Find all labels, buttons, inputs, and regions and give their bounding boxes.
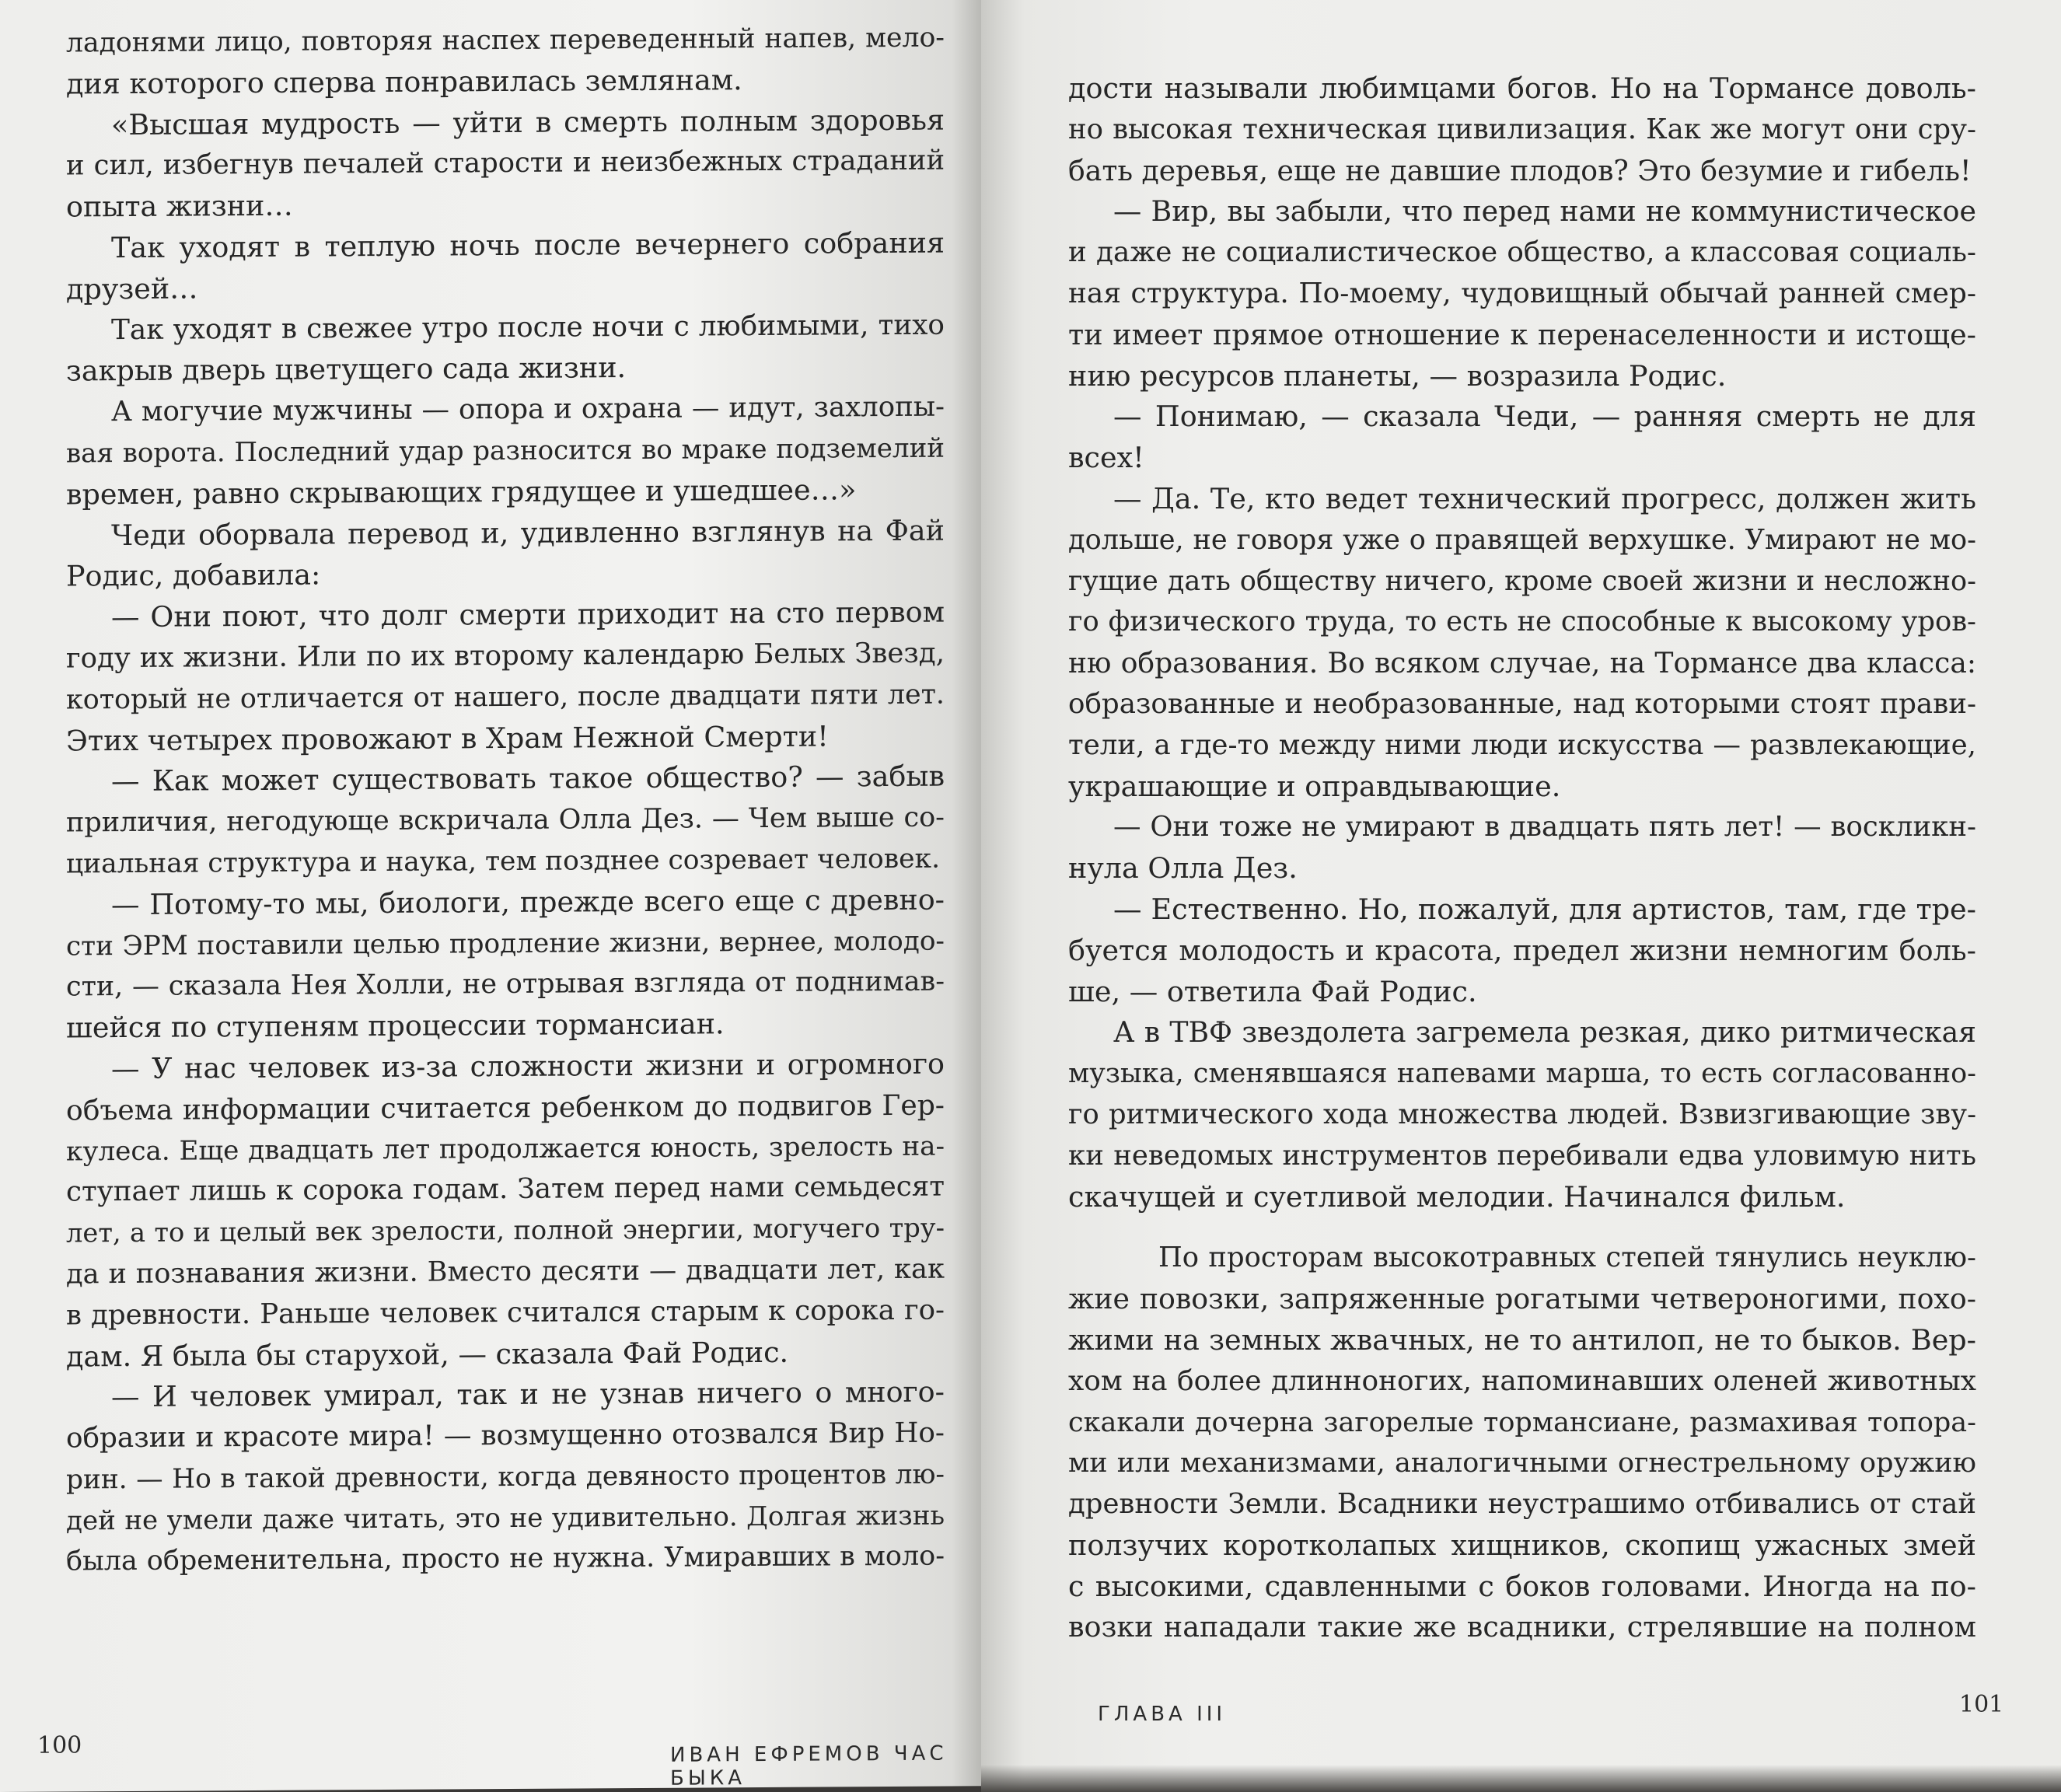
text-line: объема информации считается ребенком до подвигов Гер- (66, 1088, 945, 1127)
text-line: закрыв дверь цветущего сада жизни. (66, 351, 627, 388)
right-page-text (1068, 68, 1976, 1648)
text-line: да и познавания жизни. Вместо десяти — двадцати лет, как (66, 1252, 945, 1291)
text-line: бать деревья, еще не давшие плодов? Это безумие и гибель! (1068, 153, 1972, 187)
text-line: который не отличается от нашего, после двадцати пяти лет. (66, 679, 945, 716)
text-line: По просторам высокотравных степей тянулись неуклю- (1158, 1242, 1976, 1274)
text-line: дости называли любимцами богов. Но на Тормансе доволь- (1068, 72, 1976, 105)
text-line: году их жизни. Или по их второму календарю Белых Звезд, (66, 637, 945, 675)
text-line: — И человек умирал, так и не узнав ничего о много- (111, 1375, 945, 1414)
text-line: ступает лишь к сорока годам. Затем перед нами семьдесят (66, 1170, 945, 1208)
text-line: ползучих коротколапых хищников, скопищ ужасных змей (1068, 1528, 1976, 1562)
text-line: ми или механизмами, аналогичными огнестрельному оружию (1068, 1448, 1976, 1479)
text-line: украшающие и оправдывающие. (1068, 769, 1561, 803)
text-line: — Потому-то мы, биологи, прежде всего еще с древно- (111, 882, 945, 921)
text-line: лет, а то и целый век зрелости, полной энергии, могучего тру- (66, 1212, 945, 1249)
text-line: гущие дать обществу ничего, кроме своей жизни и несложно- (1068, 564, 1976, 597)
text-line: рин. — Но в такой древности, когда девяносто процентов лю- (66, 1458, 945, 1496)
text-line: А могучие мужчины — опора и охрана — идут, захлопы- (111, 390, 945, 428)
text-line: ти имеет прямое отношение к перенаселенности и истоще- (1068, 317, 1976, 351)
page-shadow (981, 1765, 2061, 1792)
text-line: приличия, негодующе вскричала Олла Дез. — Чем выше со- (66, 801, 945, 839)
text-line: го ритмического хода множества людей. Взвизгивающие зву- (1068, 1098, 1976, 1130)
text-line: и даже не социалистическое общество, а классовая социаль- (1068, 236, 1976, 269)
text-line: была обременительна, просто не нужна. Умиравших в моло- (66, 1541, 945, 1577)
text-line: шейся по ступеням процессии тормансиан. (66, 1007, 725, 1045)
left-page (0, 0, 981, 1792)
text-line: — Они тоже не умирают в двадцать пять лет! — воскликн- (1113, 811, 1976, 844)
text-line: времен, равно скрывающих грядущее и ушедшее…» (66, 473, 857, 512)
text-line: дам. Я была бы старухой, — сказала Фай Родис. (66, 1335, 789, 1373)
running-head: ИВАН ЕФРЕМОВ ЧАС БЫКА (670, 1741, 948, 1790)
text-line: Так уходят в теплую ночь после вечернего собрания (111, 225, 945, 265)
text-line: опыта жизни… (66, 188, 293, 224)
text-line: буется молодость и красота, предел жизни немногим боль- (1068, 933, 1976, 967)
text-line: музыка, сменявшаяся напевами марша, то есть согласованно- (1068, 1058, 1976, 1090)
text-line: хом на более длинноногих, напоминавших оленей животных (1068, 1364, 1976, 1397)
text-line: образии и красоте мира! — возмущенно отозвался Вир Но- (66, 1416, 945, 1455)
text-line: циальная структура и наука, тем позднее созревает человек. (66, 843, 941, 880)
text-line: А в ТВФ звездолета загремела резкая, дико ритмическая (1113, 1015, 1976, 1050)
text-line: — Они поют, что долг смерти приходит на сто первом (111, 595, 945, 634)
text-line: — Да. Те, кто ведет технический прогресс, должен жить (1113, 481, 1976, 515)
text-line: дольше, не говоря уже о правящей верхушке. Умирают не мо- (1068, 523, 1976, 556)
text-line: кулеса. Еще двадцать лет продолжается юность, зрелость на- (66, 1130, 945, 1167)
text-line: с высокими, сдавленными с боков головами. Иногда на по- (1068, 1569, 1976, 1603)
text-line: жие повозки, запряженные рогатыми четвероногими, похо- (1068, 1282, 1976, 1316)
left-page-text (66, 18, 945, 1583)
text-line: друзей… (66, 271, 198, 306)
text-line: Так уходят в свежее утро после ночи с любимыми, тихо (111, 309, 945, 346)
text-line: возки нападали такие же всадники, стрелявшие на полном (1068, 1610, 1976, 1644)
text-line: ладонями лицо, повторяя наспех переведенный напев, мело- (66, 22, 945, 59)
running-head: ГЛАВА III (1098, 1703, 1227, 1726)
text-line: ки неведомых инструментов перебивали едва уловимую нить (1068, 1139, 1976, 1172)
text-line: нула Олла Дез. (1068, 851, 1298, 886)
blank-line (1068, 1217, 1976, 1238)
text-line: Чеди оборвала перевод и, удивленно взглянув на Фай (111, 513, 945, 552)
text-line: вая ворота. Последний удар разносится во мраке подземелий (66, 432, 945, 470)
text-line: и сил, избегнув печалей старости и неизбежных страданий (66, 144, 945, 182)
text-line: тели, а где-то между ними люди искусства — развлекающие, (1068, 728, 1976, 761)
text-line: древности Земли. Всадники неустрашимо отбивались от стай (1068, 1488, 1976, 1521)
text-line: всех! (1068, 441, 1144, 475)
text-line: нию ресурсов планеты, — возразила Родис. (1068, 358, 1727, 393)
text-line: — У нас человек из-за сложности жизни и огромного (111, 1046, 945, 1086)
text-line: дей не умели даже читать, это не удивительно. Долгая жизнь (66, 1500, 945, 1537)
text-line: ню образования. Во всяком случае, на Тормансе два класса: (1068, 647, 1976, 680)
text-line: в древности. Раньше человек считался старым к сорока го- (66, 1294, 945, 1332)
page-number: 101 (1959, 1691, 2004, 1718)
text-line: ная структура. По-моему, чудовищный обычай ранней смер- (1068, 277, 1976, 309)
text-line: Родис, добавила: (66, 557, 321, 593)
text-line: жими на земных жвачных, не то антилоп, не то быков. Вер- (1068, 1322, 1976, 1357)
text-line: — Вир, вы забыли, что перед нами не коммунистическое (1113, 194, 1976, 229)
text-line: ше, — ответила Фай Родис. (1068, 974, 1477, 1008)
page-number: 100 (37, 1731, 82, 1759)
text-line: но высокая техническая цивилизация. Как же могут они сру- (1068, 113, 1976, 145)
text-line: скачущей и суетливой мелодии. Начинался фильм. (1068, 1179, 1846, 1214)
text-line: «Высшая мудрость — уйти в смерть полным здоровья (111, 103, 945, 141)
text-line: сти, — сказала Нея Холли, не отрывая взгляда от поднимав- (66, 966, 945, 1003)
text-line: — Понимаю, — сказала Чеди, — ранняя смерть не для (1113, 400, 1976, 434)
text-line: го физического труда, то есть не способные к высокому уров- (1068, 606, 1976, 638)
text-line: образованные и необразованные, над которыми стоят прави- (1068, 687, 1976, 720)
text-line: дия которого сперва понравилась землянам. (66, 62, 742, 101)
text-line: Этих четырех провожают в Храм Нежной Смерти! (66, 719, 829, 758)
right-page (981, 0, 2061, 1792)
text-line: сти ЭРМ поставили целью продление жизни, вернее, молодо- (66, 925, 945, 962)
text-line: скакали дочерна загорелые тормансиане, размахивая топора- (1068, 1406, 1976, 1438)
text-line: — Как может существовать такое общество? — забыв (111, 759, 945, 798)
text-line: — Естественно. Но, пожалуй, для артистов, там, где тре- (1113, 892, 1976, 926)
